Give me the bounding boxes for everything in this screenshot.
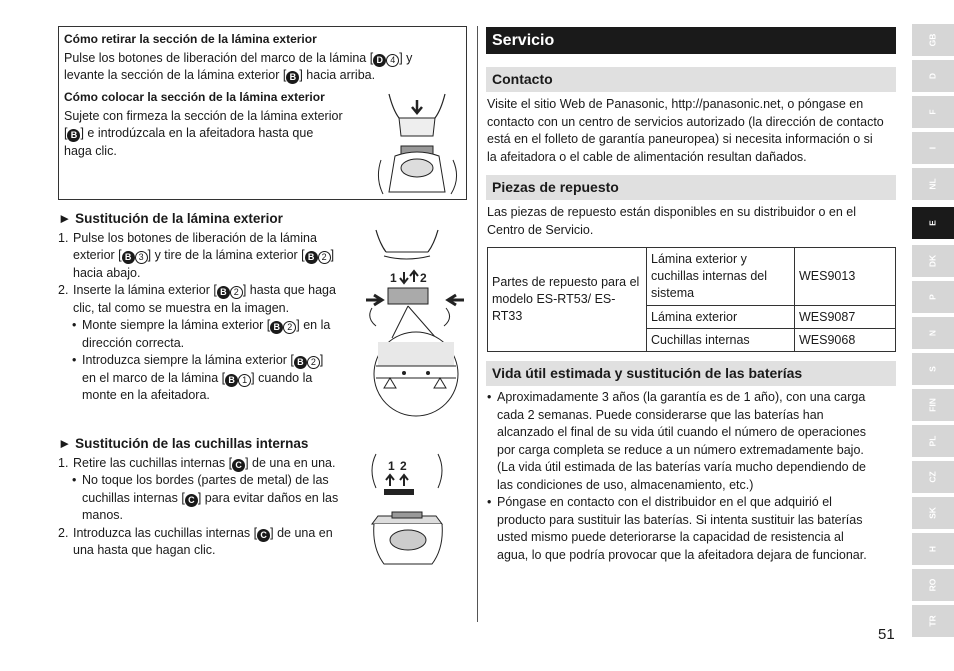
place-foil-block: Cómo colocar la sección de la lámina exterior Sujete con firmeza la sección de la lámina exterior [ B ] e introdúzcala en la afeitadora hasta que haga clic. [64,89,374,160]
tab-nl[interactable]: NL [912,168,954,200]
column-divider [477,26,478,622]
place-foil-title: Cómo colocar la sección de la lámina exterior [64,90,325,104]
parts-table [487,247,896,352]
list-item: • No toque los bordes (partes de metal) de las cuchillas internas [ C ] para evitar daños en las manos. [72,473,339,522]
list-item: 1. Retire las cuchillas internas [ C ] de una en una. [58,455,336,470]
battery-heading: Vida útil estimada y sustitución de las baterías [486,361,896,386]
marker-b: B [286,71,299,84]
marker-2: 2 [307,356,320,369]
marker-d: D [373,54,386,67]
table-cell-code: WES9068 [795,329,896,352]
marker-b: B [294,356,307,369]
table-cell-part: Lámina exterior [647,306,795,329]
marker-c: C [185,494,198,507]
battery-text [487,389,897,564]
section-title: Servicio [486,27,896,54]
list-item: 2. Introduzca las cuchillas internas [ C ] de una en una hasta que hagan clic. [58,525,333,557]
tab-pl[interactable]: PL [912,425,954,457]
contact-heading: Contacto [486,67,896,92]
list-item: • Aproximadamente 3 años (la garantía es de 1 año), con una carga cada 2 semanas. Puede considerarse que las baterías han alcanzado el final de su vida útil cuando el número de operaciones por carga completa se reduce a un número extremadamente bajo. (La vida útil estimada de las baterías varía mucho dependiendo de las condiciones de uso, almacenamiento, etc.) [487,390,866,492]
blades-steps-list [58,455,368,473]
tab-tr[interactable]: TR [912,605,954,637]
marker-b: B [225,374,238,387]
marker-1: 1 [238,374,251,387]
marker-3: 3 [135,251,148,264]
tab-i[interactable]: I [912,132,954,164]
table-cell-part: Lámina exterior y cuchillas internas del sistema [647,248,795,306]
table-cell-code: WES9087 [795,306,896,329]
figure-label-2: 2 [400,459,407,473]
marker-c: C [257,529,270,542]
list-item: • Monte siempre la lámina exterior [ B 2 ] en la dirección correcta. [72,318,331,350]
figure-label-2: 2 [420,271,427,285]
marker-2: 2 [283,321,296,334]
contact-text: Visite el sitio Web de Panasonic, http://panasonic.net, o póngase en contacto con un centro de servicios autorizado (la dirección de contacto está en el folleto de garantía paneuropea) si necesita información o si la afeitadora o el cable de alimentación resultan dañados. [487,97,884,164]
foil-replace-illustration [362,226,468,428]
marker-b: B [67,129,80,142]
marker-b: B [217,286,230,299]
table-row [488,248,896,306]
foil-steps-list [58,230,368,318]
marker-b: B [270,321,283,334]
table-row-header: Partes de repuesto para el modelo ES-RT53/ ES-RT33 [488,248,647,352]
blades-replacement-heading: ► Sustitución de las cuchillas internas [58,436,309,451]
marker-2: 2 [318,251,331,264]
tab-cz[interactable]: CZ [912,461,954,493]
tab-ro[interactable]: RO [912,569,954,601]
marker-b: B [305,251,318,264]
list-item: • Introduzca siempre la lámina exterior [ B 2 ] en el marco de la lámina [ B 1 ] cuando la monte en la afeitadora. [72,353,324,402]
tab-sk[interactable]: SK [912,497,954,529]
marker-c: C [232,459,245,472]
tab-h[interactable]: H [912,533,954,565]
foil-insert-illustration [375,88,463,196]
tab-n[interactable]: N [912,317,954,349]
parts-text: Las piezas de repuesto están disponibles en su distribuidor o en el Centro de Servicio. [487,205,856,237]
list-item: • Póngase en contacto con el distribuidor en el que adquirió el producto para sustituir las baterías. Si intenta sustituir las baterías usted mismo puede deteriorarse la capacidad de resistencia al agua, lo que podría provocar que la afeitadora dejara de funcionar. [487,495,867,562]
tab-s[interactable]: S [912,353,954,385]
marker-b: B [122,251,135,264]
foil-replacement-section [58,210,368,405]
marker-2: 2 [230,286,243,299]
tab-p[interactable]: P [912,281,954,313]
tab-e[interactable]: E [912,207,954,239]
figure-label-1: 1 [388,459,395,473]
tab-gb[interactable]: GB [912,24,954,56]
remove-foil-title: Cómo retirar la sección de la lámina exterior [64,32,317,46]
tab-fin[interactable]: FIN [912,389,954,421]
remove-foil-block: Cómo retirar la sección de la lámina exterior Pulse los botones de liberación del marco de la lámina [ D 4 ] y levante la sección de la lámina exterior [ B ] hacia arriba. [64,31,464,85]
blades-replacement-section [58,435,368,560]
tab-d[interactable]: D [912,60,954,92]
list-item: 1. Pulse los botones de liberación de la lámina exterior [ B 3 ] y tire de la lámina exterior [ B 2 ] hacia abajo. [58,230,335,280]
list-item: 2. Inserte la lámina exterior [ B 2 ] hasta que haga clic, tal como se muestra en la imagen. [58,283,336,315]
parts-heading: Piezas de repuesto [486,175,896,200]
tab-f[interactable]: F [912,96,954,128]
tab-dk[interactable]: DK [912,245,954,277]
marker-4: 4 [386,54,399,67]
page-number: 51 [878,626,895,643]
blades-illustration [362,452,456,567]
table-cell-code: WES9013 [795,248,896,306]
figure-label-1: 1 [390,271,397,285]
foil-replacement-heading: ► Sustitución de la lámina exterior [58,211,283,226]
table-cell-part: Cuchillas internas [647,329,795,352]
